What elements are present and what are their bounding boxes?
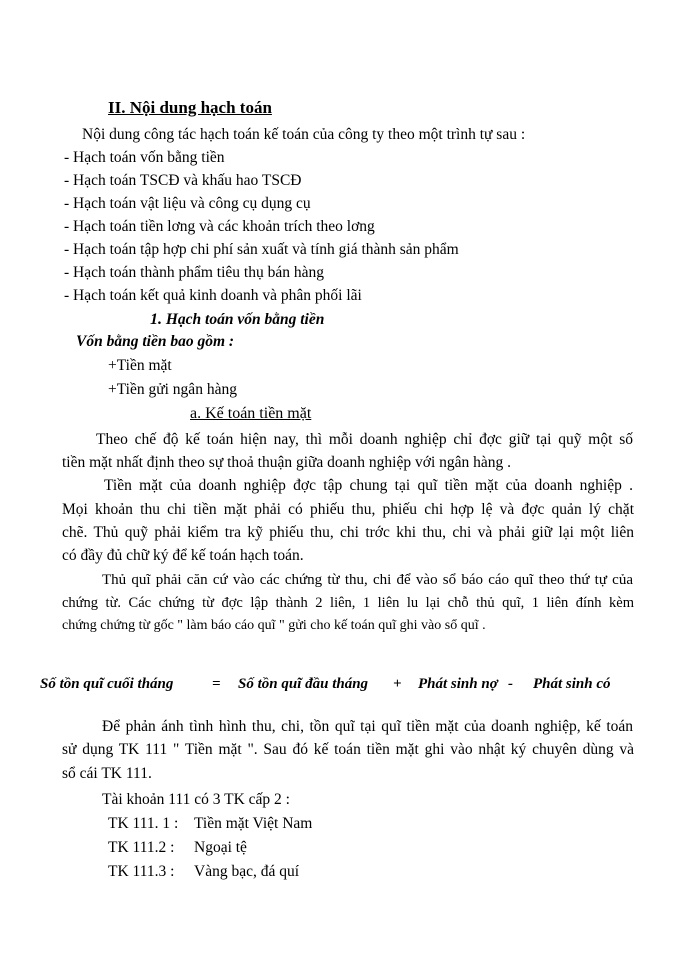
paragraph-line: Tiền mặt của doanh nghiệp đợc tập chung tại quĩ tiền mặt của doanh nghiệp . <box>104 477 633 494</box>
account-code: TK 111.3 : <box>108 863 175 880</box>
list-item: - Hạch toán vốn bằng tiền <box>64 149 225 166</box>
account-name: Ngoại tệ <box>194 839 247 856</box>
account-code: TK 111. 1 : <box>108 815 179 832</box>
paragraph-line: có đầy đủ chữ ký để kế toán hạch toán. <box>62 547 304 564</box>
paragraph-line: Mọi khoản thu chi tiền mặt phải có phiếu thu, phiếu chi hợp lệ và đợc quản lý chặt <box>62 501 634 518</box>
paragraph-line: sổ cái TK 111. <box>62 765 152 782</box>
paragraph-line: chứng từ. Các chứng từ đợc lập thành 2 liên, 1 liên lu lại chỗ thủ quĩ, 1 liên đính kèm <box>62 595 634 611</box>
formula-plus: + <box>393 676 402 692</box>
formula-term-opening: Số tồn quĩ đầu tháng <box>238 676 369 692</box>
account-name: Vàng bạc, đá quí <box>194 863 300 880</box>
paragraph-line: chứng chứng từ gốc " làm báo cáo quĩ " gửi cho kế toán quĩ ghi vào sổ quĩ . <box>62 618 486 633</box>
paragraph-line: sử dụng TK 111 " Tiền mặt ". Sau đó kế toán tiền mặt ghi vào nhật ký chuyên dùng và <box>62 741 634 758</box>
section-title: II. Nội dung hạch toán <box>108 98 272 117</box>
list-item: - Hạch toán tiền lơng và các khoản trích theo lơng <box>64 218 375 235</box>
sub-a-title: a. Kế toán tiền mặt <box>190 405 312 422</box>
capital-includes: Vốn bằng tiền bao gồm : <box>76 333 235 350</box>
capital-item: +Tiền gửi ngân hàng <box>108 381 237 398</box>
subsection-heading <box>150 310 324 330</box>
formula-equals: = <box>212 676 221 692</box>
list-item: - Hạch toán vật liệu và công cụ dụng cụ <box>64 195 311 212</box>
intro-text: Nội dung công tác hạch toán kế toán của công ty theo một trình tự sau : <box>82 126 526 143</box>
list-item: - Hạch toán thành phẩm tiêu thụ bán hàng <box>64 264 324 281</box>
list-item: - Hạch toán kết quả kinh doanh và phân phối lãi <box>64 287 362 304</box>
list-item: - Hạch toán tập hợp chi phí sản xuất và tính giá thành sản phẩm <box>64 241 459 258</box>
account-code: TK 111.2 : <box>108 839 175 856</box>
paragraph-line: Thủ quĩ phải căn cứ vào các chứng từ thu, chi để vào sổ báo cáo quĩ theo thứ tự của <box>102 572 633 588</box>
paragraph-line: Để phản ánh tình hình thu, chi, tồn quĩ tại quĩ tiền mặt của doanh nghiệp, kế toán <box>102 718 633 735</box>
paragraph-line: chẽ. Thủ quỹ phải kiểm tra kỹ phiếu thu, chi trớc khi thu, chi và phải giữ lại một liên <box>62 524 634 541</box>
paragraph-line: tiền mặt nhất định theo sự thoả thuận giữa doanh nghiệp với ngân hàng . <box>62 454 512 471</box>
formula-term-credit: Phát sinh có <box>533 676 611 692</box>
formula-lhs: Số tồn quĩ cuối tháng <box>40 676 174 692</box>
formula-term-debit: Phát sinh nợ <box>418 676 498 692</box>
account-intro: Tài khoản 111 có 3 TK cấp 2 : <box>102 791 290 808</box>
formula-minus: - <box>508 676 513 692</box>
account-name: Tiền mặt Việt Nam <box>194 815 313 832</box>
subsection-number: 1. <box>150 311 162 328</box>
capital-item: +Tiền mặt <box>108 357 172 374</box>
subsection-title: Hạch toán vốn bằng tiền <box>165 311 325 328</box>
list-item: - Hạch toán TSCĐ và khấu hao TSCĐ <box>64 172 302 189</box>
paragraph-line: Theo chế độ kế toán hiện nay, thì mỗi doanh nghiệp chỉ đợc giữ tại quỹ một số <box>96 431 633 448</box>
